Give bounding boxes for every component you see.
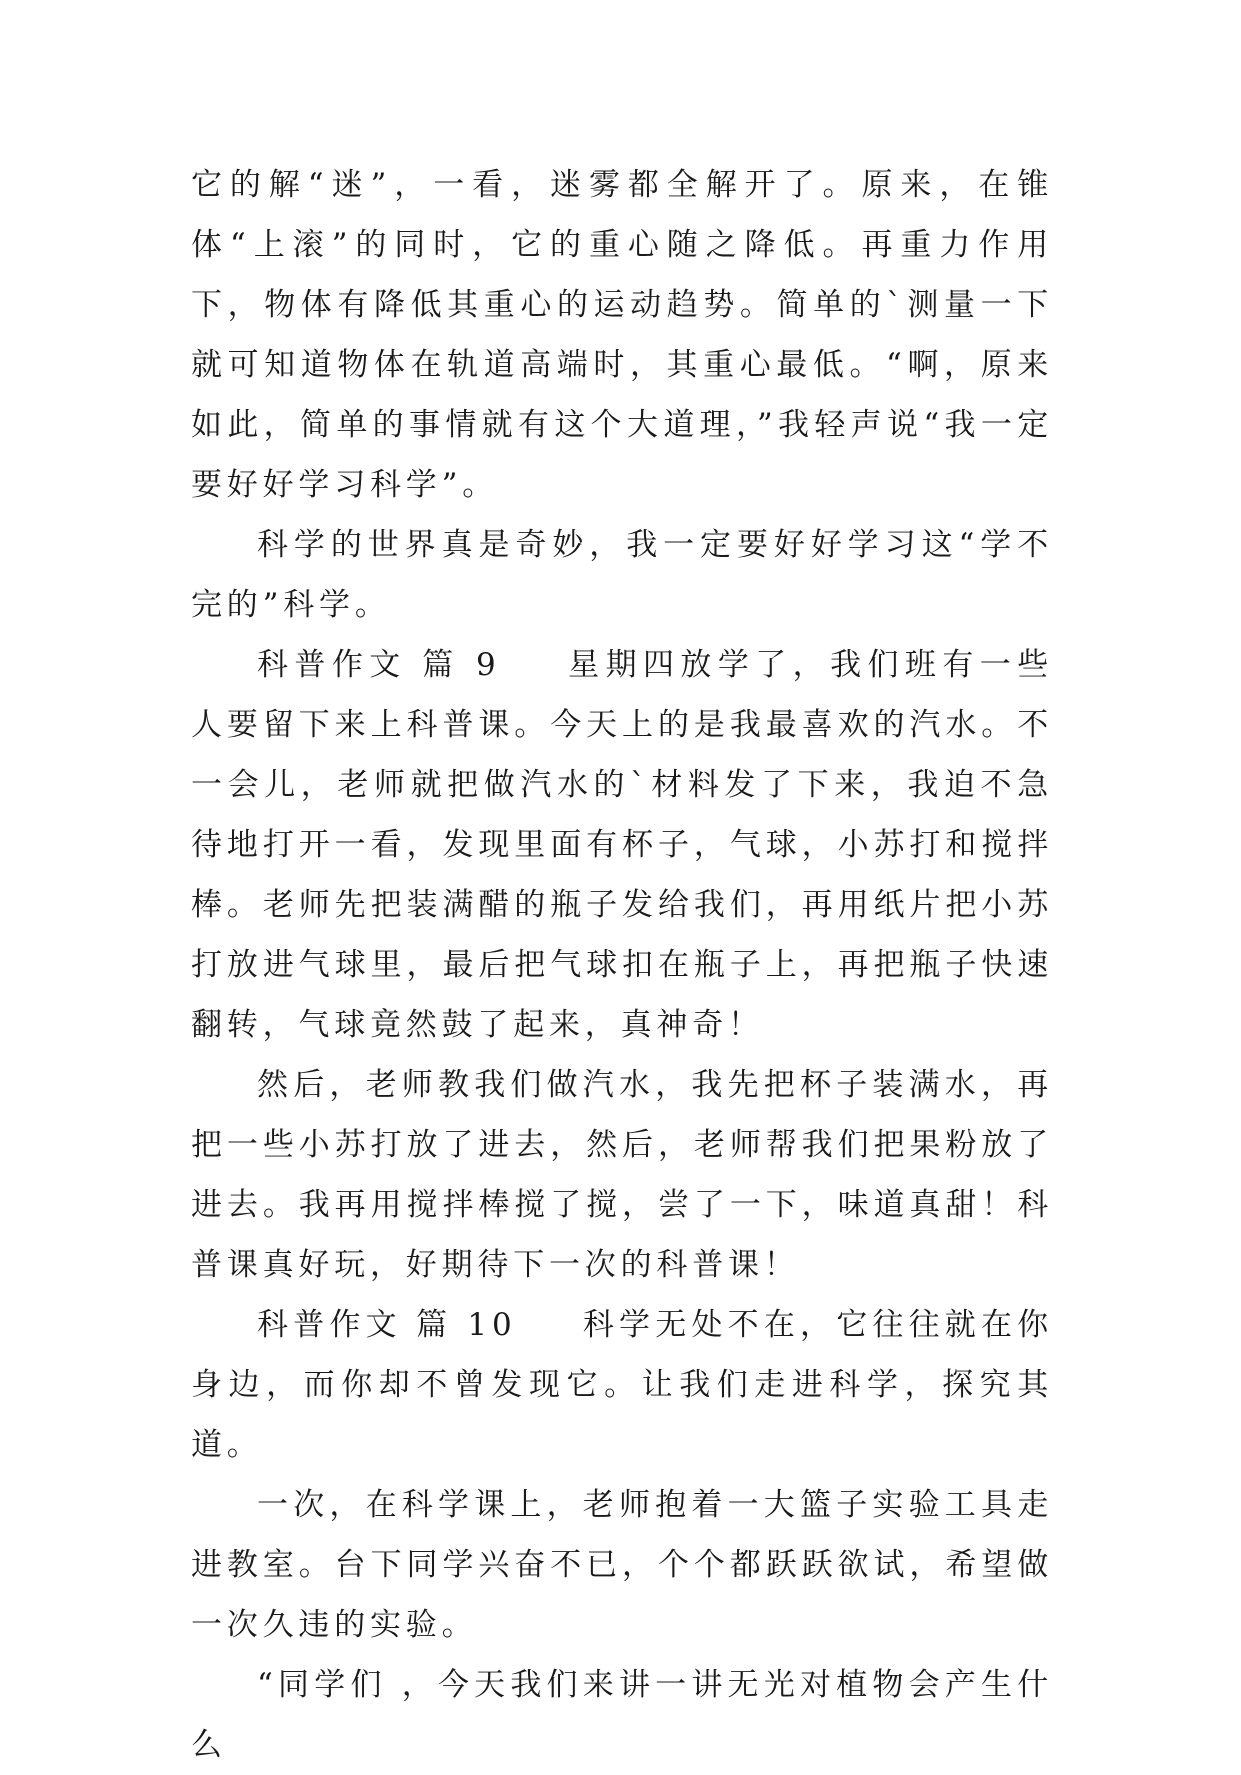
paragraph-text: 一次，在科学课上，老师抱着一大篮子实验工具走进教室。台下同学兴奋不已，个个都跃跃欲试，希望做一次久违的实验。 — [191, 1487, 1053, 1643]
paragraph-text: 科学无处不在，它往往就在你身边，而你却不曾发现它。让我们走进科学，探究其道。 — [191, 1307, 1053, 1463]
paragraph-text: 然后，老师教我们做汽水，我先把杯子装满水，再把一些小苏打放了进去，然后，老师帮我们把果粉放了进去。我再用搅拌棒搅了搅，尝了一下，味道真甜！科普课真好玩，好期待下一次的科普课！ — [191, 1067, 1053, 1283]
paragraph — [191, 1475, 1053, 1655]
section-heading: 科普作文 — [257, 647, 407, 683]
paragraph-text: 星期四放学了，我们班有一些人要留下来上科普课。今天上的是我最喜欢的汽水。不一会儿，老师就把做汽水的`材料发了下来，我迫不急待地打开一看，发现里面有杯子，气球，小苏打和搅拌棒。老师先把装满醋的瓶子发给我们，再用纸片把小苏打放进气球里，最后把气球扣在瓶子上，再把瓶子快速翻转，气球竟然鼓了起来，真神奇！ — [191, 647, 1053, 1043]
section-paragraph — [191, 1295, 1053, 1475]
section-paragraph — [191, 635, 1053, 1055]
section-number: 篇 9 — [420, 647, 501, 683]
paragraph-text: “同学们 ，今天我们来讲一讲无光对植物会产生什么 — [191, 1667, 1053, 1763]
section-number: 篇 10 — [415, 1307, 517, 1343]
paragraph — [191, 1655, 1053, 1775]
paragraph-text: 它的解“迷”，一看，迷雾都全解开了。原来，在锥体“上滚”的同时，它的重心随之降低。再重力作用下，物体有降低其重心的运动趋势。简单的`测量一下就可知道物体在轨道高端时，其重心最低。“啊，原来如此，简单的事情就有这个大道理，”我轻声说“我一定要好好学习科学”。 — [191, 167, 1054, 503]
paragraph — [191, 1055, 1053, 1295]
paragraph — [191, 155, 1053, 515]
paragraph-text: 科学的世界真是奇妙，我一定要好好学习这“学不完的”科学。 — [191, 527, 1053, 623]
section-heading: 科普作文 — [257, 1307, 402, 1343]
paragraph — [191, 515, 1053, 635]
document-body — [191, 155, 1053, 1775]
